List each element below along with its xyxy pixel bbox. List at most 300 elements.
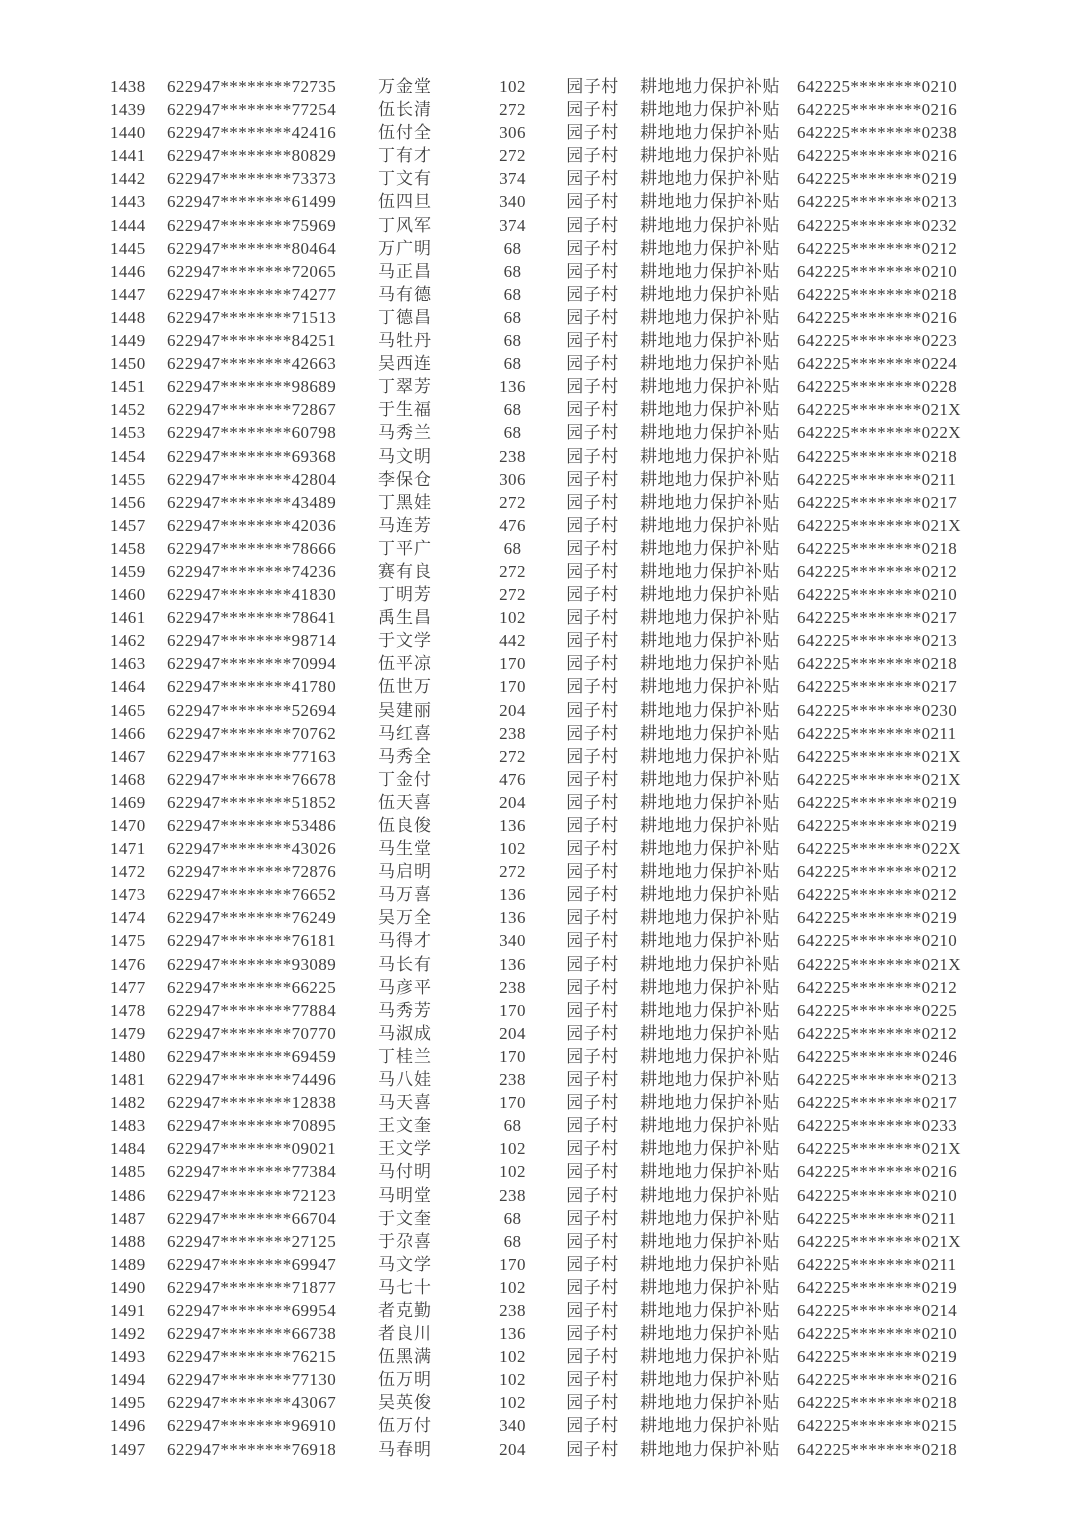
- cell-name: 李保仓: [378, 469, 432, 489]
- cell-amount: 374: [499, 169, 526, 189]
- cell-name: 于生福: [378, 400, 432, 420]
- cell-village: 园子村: [566, 1231, 619, 1251]
- cell-account-number: 642225********021X: [797, 954, 961, 974]
- cell-name: 万广明: [378, 238, 432, 258]
- cell-name: 马淑成: [378, 1023, 432, 1043]
- cell-subsidy-type: 耕地地力保护补贴: [640, 192, 780, 212]
- cell-amount: 102: [499, 1162, 526, 1182]
- cell-amount: 204: [499, 700, 526, 720]
- cell-account-number: 642225********0212: [797, 1023, 958, 1043]
- cell-amount: 68: [503, 307, 522, 327]
- cell-id-number: 622947********70762: [167, 723, 337, 743]
- cell-village: 园子村: [566, 307, 619, 327]
- cell-subsidy-type: 耕地地力保护补贴: [640, 538, 780, 558]
- cell-id-number: 622947********42663: [167, 354, 337, 374]
- table-row: [110, 1137, 961, 1160]
- cell-subsidy-type: 耕地地力保护补贴: [640, 77, 780, 96]
- cell-amount: 442: [499, 631, 526, 651]
- cell-seq: 1479: [110, 1023, 146, 1043]
- cell-id-number: 622947********51852: [167, 792, 337, 812]
- cell-village: 园子村: [566, 1162, 619, 1182]
- cell-seq: 1440: [110, 123, 146, 143]
- cell-subsidy-type: 耕地地力保护补贴: [640, 654, 780, 674]
- cell-amount: 170: [499, 1000, 526, 1020]
- cell-amount: 68: [503, 331, 522, 351]
- cell-amount: 170: [499, 1254, 526, 1274]
- cell-village: 园子村: [566, 1093, 619, 1113]
- cell-name: 丁黑娃: [378, 492, 432, 512]
- cell-seq: 1441: [110, 146, 146, 166]
- cell-village: 园子村: [566, 123, 619, 143]
- cell-subsidy-type: 耕地地力保护补贴: [640, 1162, 780, 1182]
- cell-subsidy-type: 耕地地力保护补贴: [640, 723, 780, 743]
- cell-subsidy-type: 耕地地力保护补贴: [640, 1347, 780, 1367]
- cell-village: 园子村: [566, 700, 619, 720]
- cell-seq: 1495: [110, 1393, 146, 1413]
- cell-account-number: 642225********0216: [797, 1370, 958, 1390]
- cell-village: 园子村: [566, 261, 619, 281]
- cell-amount: 170: [499, 654, 526, 674]
- cell-account-number: 642225********0219: [797, 1347, 958, 1367]
- cell-id-number: 622947********74277: [167, 284, 337, 304]
- cell-name: 伍长清: [378, 100, 432, 120]
- table-row: [110, 745, 961, 768]
- table-row: [110, 1438, 958, 1461]
- cell-amount: 68: [503, 1231, 522, 1251]
- cell-amount: 272: [499, 146, 526, 166]
- table-row: [110, 98, 958, 121]
- cell-subsidy-type: 耕地地力保护补贴: [640, 954, 780, 974]
- cell-account-number: 642225********021X: [797, 1231, 961, 1251]
- cell-subsidy-type: 耕地地力保护补贴: [640, 400, 780, 420]
- cell-name: 马牡丹: [378, 331, 432, 351]
- cell-name: 马付明: [378, 1162, 432, 1182]
- cell-name: 马万喜: [378, 885, 432, 905]
- cell-name: 伍四旦: [378, 192, 432, 212]
- cell-seq: 1486: [110, 1185, 146, 1205]
- cell-village: 园子村: [566, 631, 619, 651]
- cell-village: 园子村: [566, 1116, 619, 1136]
- cell-name: 吴英俊: [378, 1393, 432, 1413]
- cell-amount: 272: [499, 862, 526, 882]
- table-row: [110, 214, 958, 237]
- cell-subsidy-type: 耕地地力保护补贴: [640, 1070, 780, 1090]
- cell-village: 园子村: [566, 215, 619, 235]
- cell-subsidy-type: 耕地地力保护补贴: [640, 238, 780, 258]
- cell-id-number: 622947********66225: [167, 977, 337, 997]
- cell-id-number: 622947********70895: [167, 1116, 337, 1136]
- cell-seq: 1448: [110, 307, 146, 327]
- cell-seq: 1468: [110, 769, 146, 789]
- table-row: [110, 1345, 958, 1368]
- cell-name: 丁风军: [378, 215, 432, 235]
- cell-id-number: 622947********84251: [167, 331, 337, 351]
- cell-name: 马七十: [378, 1277, 432, 1297]
- cell-subsidy-type: 耕地地力保护补贴: [640, 677, 780, 697]
- cell-id-number: 622947********98714: [167, 631, 337, 651]
- cell-amount: 170: [499, 1046, 526, 1066]
- table-row: [110, 860, 958, 883]
- cell-name: 伍万付: [378, 1416, 432, 1436]
- cell-id-number: 622947********78641: [167, 608, 337, 628]
- cell-village: 园子村: [566, 1139, 619, 1159]
- cell-seq: 1451: [110, 377, 146, 397]
- cell-amount: 204: [499, 1023, 526, 1043]
- cell-subsidy-type: 耕地地力保护补贴: [640, 1254, 780, 1274]
- cell-id-number: 622947********42036: [167, 515, 337, 535]
- cell-subsidy-type: 耕地地力保护补贴: [640, 977, 780, 997]
- cell-account-number: 642225********0219: [797, 816, 958, 835]
- cell-name: 马正昌: [378, 261, 432, 281]
- cell-amount: 102: [499, 1139, 526, 1159]
- cell-village: 园子村: [566, 1300, 619, 1320]
- cell-id-number: 622947********71877: [167, 1277, 337, 1297]
- cell-subsidy-type: 耕地地力保护补贴: [640, 839, 780, 859]
- cell-name: 马八娃: [378, 1070, 432, 1090]
- cell-seq: 1472: [110, 862, 146, 882]
- cell-name: 丁明芳: [378, 585, 432, 605]
- cell-account-number: 642225********0211: [797, 469, 957, 489]
- cell-subsidy-type: 耕地地力保护补贴: [640, 1439, 780, 1459]
- table-row: [110, 445, 958, 468]
- cell-amount: 136: [499, 954, 526, 974]
- cell-id-number: 622947********12838: [167, 1093, 337, 1113]
- cell-amount: 136: [499, 816, 526, 835]
- table-row: [110, 629, 958, 652]
- cell-id-number: 622947********77130: [167, 1370, 337, 1390]
- cell-id-number: 622947********72123: [167, 1185, 337, 1205]
- cell-seq: 1452: [110, 400, 146, 420]
- table-row: [110, 375, 958, 398]
- cell-amount: 68: [503, 354, 522, 374]
- cell-id-number: 622947********74496: [167, 1070, 337, 1090]
- table-row: [110, 791, 958, 814]
- cell-id-number: 622947********77163: [167, 746, 337, 766]
- table-row: [110, 814, 958, 837]
- cell-id-number: 622947********75969: [167, 215, 337, 235]
- cell-amount: 238: [499, 446, 526, 466]
- cell-id-number: 622947********60798: [167, 423, 337, 443]
- cell-id-number: 622947********77884: [167, 1000, 337, 1020]
- cell-seq: 1453: [110, 423, 146, 443]
- cell-subsidy-type: 耕地地力保护补贴: [640, 931, 780, 951]
- cell-id-number: 622947********71513: [167, 307, 337, 327]
- cell-seq: 1484: [110, 1139, 146, 1159]
- cell-seq: 1497: [110, 1439, 146, 1459]
- cell-subsidy-type: 耕地地力保护补贴: [640, 1370, 780, 1390]
- cell-name: 马生堂: [378, 839, 432, 859]
- cell-village: 园子村: [566, 192, 619, 212]
- table-row: [110, 398, 961, 421]
- cell-id-number: 622947********98689: [167, 377, 337, 397]
- cell-account-number: 642225********0210: [797, 931, 958, 951]
- cell-name: 马秀兰: [378, 423, 432, 443]
- cell-subsidy-type: 耕地地力保护补贴: [640, 1324, 780, 1344]
- cell-account-number: 642225********021X: [797, 746, 961, 766]
- cell-village: 园子村: [566, 146, 619, 166]
- cell-amount: 68: [503, 423, 522, 443]
- cell-seq: 1483: [110, 1116, 146, 1136]
- cell-name: 万金堂: [378, 77, 432, 96]
- cell-account-number: 642225********0213: [797, 192, 958, 212]
- cell-account-number: 642225********0218: [797, 538, 958, 558]
- cell-seq: 1489: [110, 1254, 146, 1274]
- cell-seq: 1454: [110, 446, 146, 466]
- cell-name: 丁翠芳: [378, 377, 432, 397]
- cell-id-number: 622947********09021: [167, 1139, 337, 1159]
- cell-amount: 272: [499, 561, 526, 581]
- cell-subsidy-type: 耕地地力保护补贴: [640, 746, 780, 766]
- table-row: [110, 1322, 958, 1345]
- cell-seq: 1488: [110, 1231, 146, 1251]
- cell-amount: 272: [499, 746, 526, 766]
- cell-name: 伍良俊: [378, 816, 432, 835]
- cell-name: 者克勤: [378, 1300, 432, 1320]
- cell-village: 园子村: [566, 561, 619, 581]
- cell-name: 吴西连: [378, 354, 432, 374]
- cell-village: 园子村: [566, 1046, 619, 1066]
- cell-id-number: 622947********80464: [167, 238, 337, 258]
- cell-subsidy-type: 耕地地力保护补贴: [640, 585, 780, 605]
- table-row: [110, 1391, 958, 1414]
- cell-id-number: 622947********72065: [167, 261, 337, 281]
- cell-subsidy-type: 耕地地力保护补贴: [640, 515, 780, 535]
- cell-seq: 1464: [110, 677, 146, 697]
- cell-id-number: 622947********76652: [167, 885, 337, 905]
- cell-name: 伍万明: [378, 1370, 432, 1390]
- cell-id-number: 622947********42804: [167, 469, 337, 489]
- cell-seq: 1463: [110, 654, 146, 674]
- cell-account-number: 642225********0225: [797, 1000, 958, 1020]
- cell-subsidy-type: 耕地地力保护补贴: [640, 1093, 780, 1113]
- cell-seq: 1492: [110, 1324, 146, 1344]
- cell-account-number: 642225********0212: [797, 561, 958, 581]
- cell-id-number: 622947********43026: [167, 839, 337, 859]
- cell-id-number: 622947********43067: [167, 1393, 337, 1413]
- cell-subsidy-type: 耕地地力保护补贴: [640, 885, 780, 905]
- cell-name: 伍世万: [378, 677, 432, 697]
- cell-village: 园子村: [566, 331, 619, 351]
- cell-account-number: 642225********022X: [797, 839, 961, 859]
- cell-village: 园子村: [566, 377, 619, 397]
- cell-amount: 238: [499, 723, 526, 743]
- cell-village: 园子村: [566, 1393, 619, 1413]
- cell-amount: 340: [499, 192, 526, 212]
- cell-village: 园子村: [566, 908, 619, 928]
- cell-account-number: 642225********0218: [797, 1439, 958, 1459]
- cell-amount: 238: [499, 1300, 526, 1320]
- cell-seq: 1474: [110, 908, 146, 928]
- cell-seq: 1491: [110, 1300, 146, 1320]
- cell-account-number: 642225********0233: [797, 1116, 958, 1136]
- cell-account-number: 642225********0211: [797, 723, 957, 743]
- cell-id-number: 622947********66738: [167, 1324, 337, 1344]
- cell-village: 园子村: [566, 746, 619, 766]
- cell-seq: 1443: [110, 192, 146, 212]
- table-row: [110, 352, 958, 375]
- cell-id-number: 622947********69947: [167, 1254, 337, 1274]
- cell-amount: 306: [499, 469, 526, 489]
- cell-amount: 102: [499, 77, 526, 96]
- cell-name: 禹生昌: [378, 608, 432, 628]
- cell-account-number: 642225********0219: [797, 1277, 958, 1297]
- table-row: [110, 976, 958, 999]
- cell-subsidy-type: 耕地地力保护补贴: [640, 423, 780, 443]
- cell-seq: 1457: [110, 515, 146, 535]
- cell-subsidy-type: 耕地地力保护补贴: [640, 1000, 780, 1020]
- cell-amount: 136: [499, 885, 526, 905]
- cell-account-number: 642225********0212: [797, 977, 958, 997]
- cell-amount: 102: [499, 1393, 526, 1413]
- table-row: [110, 1207, 957, 1230]
- cell-seq: 1470: [110, 816, 146, 835]
- cell-village: 园子村: [566, 1277, 619, 1297]
- cell-id-number: 622947********61499: [167, 192, 337, 212]
- cell-name: 马启明: [378, 862, 432, 882]
- cell-account-number: 642225********0218: [797, 284, 958, 304]
- cell-amount: 476: [499, 515, 526, 535]
- cell-account-number: 642225********0217: [797, 677, 958, 697]
- cell-subsidy-type: 耕地地力保护补贴: [640, 146, 780, 166]
- table-row: [110, 537, 958, 560]
- cell-seq: 1482: [110, 1093, 146, 1113]
- cell-subsidy-type: 耕地地力保护补贴: [640, 1393, 780, 1413]
- cell-subsidy-type: 耕地地力保护补贴: [640, 1416, 780, 1436]
- cell-village: 园子村: [566, 446, 619, 466]
- cell-village: 园子村: [566, 284, 619, 304]
- cell-id-number: 622947********78666: [167, 538, 337, 558]
- table-row: [110, 1276, 958, 1299]
- cell-subsidy-type: 耕地地力保护补贴: [640, 354, 780, 374]
- cell-account-number: 642225********0216: [797, 1162, 958, 1182]
- cell-account-number: 642225********0238: [797, 123, 958, 143]
- cell-subsidy-type: 耕地地力保护补贴: [640, 446, 780, 466]
- cell-subsidy-type: 耕地地力保护补贴: [640, 561, 780, 581]
- cell-village: 园子村: [566, 677, 619, 697]
- cell-subsidy-type: 耕地地力保护补贴: [640, 331, 780, 351]
- cell-village: 园子村: [566, 515, 619, 535]
- table-row: [110, 306, 958, 329]
- cell-amount: 102: [499, 608, 526, 628]
- cell-amount: 136: [499, 377, 526, 397]
- cell-account-number: 642225********0212: [797, 885, 958, 905]
- cell-account-number: 642225********0210: [797, 585, 958, 605]
- cell-id-number: 622947********69459: [167, 1046, 337, 1066]
- cell-account-number: 642225********021X: [797, 769, 961, 789]
- cell-seq: 1459: [110, 561, 146, 581]
- cell-account-number: 642225********0215: [797, 1416, 958, 1436]
- table-row: [110, 1184, 958, 1207]
- table-row: [110, 121, 958, 144]
- cell-name: 王文学: [378, 1139, 432, 1159]
- cell-id-number: 622947********77384: [167, 1162, 337, 1182]
- cell-seq: 1473: [110, 885, 146, 905]
- cell-account-number: 642225********0214: [797, 1300, 958, 1320]
- cell-village: 园子村: [566, 238, 619, 258]
- cell-id-number: 622947********76249: [167, 908, 337, 928]
- cell-account-number: 642225********0211: [797, 1254, 957, 1274]
- table-row: [110, 1091, 958, 1114]
- cell-seq: 1462: [110, 631, 146, 651]
- cell-name: 马文明: [378, 446, 432, 466]
- cell-amount: 68: [503, 1116, 522, 1136]
- cell-name: 伍平凉: [378, 654, 432, 674]
- cell-amount: 170: [499, 677, 526, 697]
- cell-amount: 272: [499, 100, 526, 120]
- cell-subsidy-type: 耕地地力保护补贴: [640, 307, 780, 327]
- cell-seq: 1460: [110, 585, 146, 605]
- table-row: [110, 722, 957, 745]
- cell-subsidy-type: 耕地地力保护补贴: [640, 261, 780, 281]
- table-row: [110, 953, 961, 976]
- cell-account-number: 642225********0219: [797, 792, 958, 812]
- cell-subsidy-type: 耕地地力保护补贴: [640, 908, 780, 928]
- table-row: [110, 237, 958, 260]
- table-row: [110, 283, 958, 306]
- cell-village: 园子村: [566, 538, 619, 558]
- cell-village: 园子村: [566, 423, 619, 443]
- cell-account-number: 642225********0218: [797, 654, 958, 674]
- cell-amount: 238: [499, 1185, 526, 1205]
- cell-amount: 68: [503, 538, 522, 558]
- cell-id-number: 622947********76215: [167, 1347, 337, 1367]
- table-row: [110, 1230, 961, 1253]
- cell-seq: 1444: [110, 215, 146, 235]
- table-row: [110, 75, 958, 98]
- cell-village: 园子村: [566, 1070, 619, 1090]
- cell-account-number: 642225********0218: [797, 446, 958, 466]
- cell-village: 园子村: [566, 1416, 619, 1436]
- cell-name: 伍天喜: [378, 792, 432, 812]
- cell-amount: 272: [499, 492, 526, 512]
- cell-seq: 1471: [110, 839, 146, 859]
- cell-subsidy-type: 耕地地力保护补贴: [640, 492, 780, 512]
- cell-id-number: 622947********27125: [167, 1231, 337, 1251]
- cell-amount: 204: [499, 792, 526, 812]
- cell-subsidy-type: 耕地地力保护补贴: [640, 1300, 780, 1320]
- table-row: [110, 837, 961, 860]
- cell-subsidy-type: 耕地地力保护补贴: [640, 1046, 780, 1066]
- cell-seq: 1466: [110, 723, 146, 743]
- cell-seq: 1445: [110, 238, 146, 258]
- subsidy-roster-page: [110, 75, 961, 1461]
- cell-id-number: 622947********93089: [167, 954, 337, 974]
- cell-amount: 68: [503, 284, 522, 304]
- table-row: [110, 652, 958, 675]
- table-row: [110, 999, 958, 1022]
- cell-name: 伍黑满: [378, 1347, 432, 1367]
- cell-name: 马文学: [378, 1254, 432, 1274]
- cell-id-number: 622947********96910: [167, 1416, 337, 1436]
- table-row: [110, 1368, 958, 1391]
- cell-name: 者良川: [378, 1324, 432, 1344]
- cell-seq: 1442: [110, 169, 146, 189]
- table-row: [110, 468, 957, 491]
- cell-id-number: 622947********76181: [167, 931, 337, 951]
- table-row: [110, 906, 958, 929]
- cell-seq: 1477: [110, 977, 146, 997]
- cell-name: 吴万全: [378, 908, 432, 928]
- cell-subsidy-type: 耕地地力保护补贴: [640, 1277, 780, 1297]
- table-row: [110, 606, 958, 629]
- cell-amount: 306: [499, 123, 526, 143]
- cell-subsidy-type: 耕地地力保护补贴: [640, 169, 780, 189]
- cell-seq: 1476: [110, 954, 146, 974]
- cell-account-number: 642225********0216: [797, 100, 958, 120]
- cell-account-number: 642225********0212: [797, 238, 958, 258]
- cell-name: 马彦平: [378, 977, 432, 997]
- cell-village: 园子村: [566, 977, 619, 997]
